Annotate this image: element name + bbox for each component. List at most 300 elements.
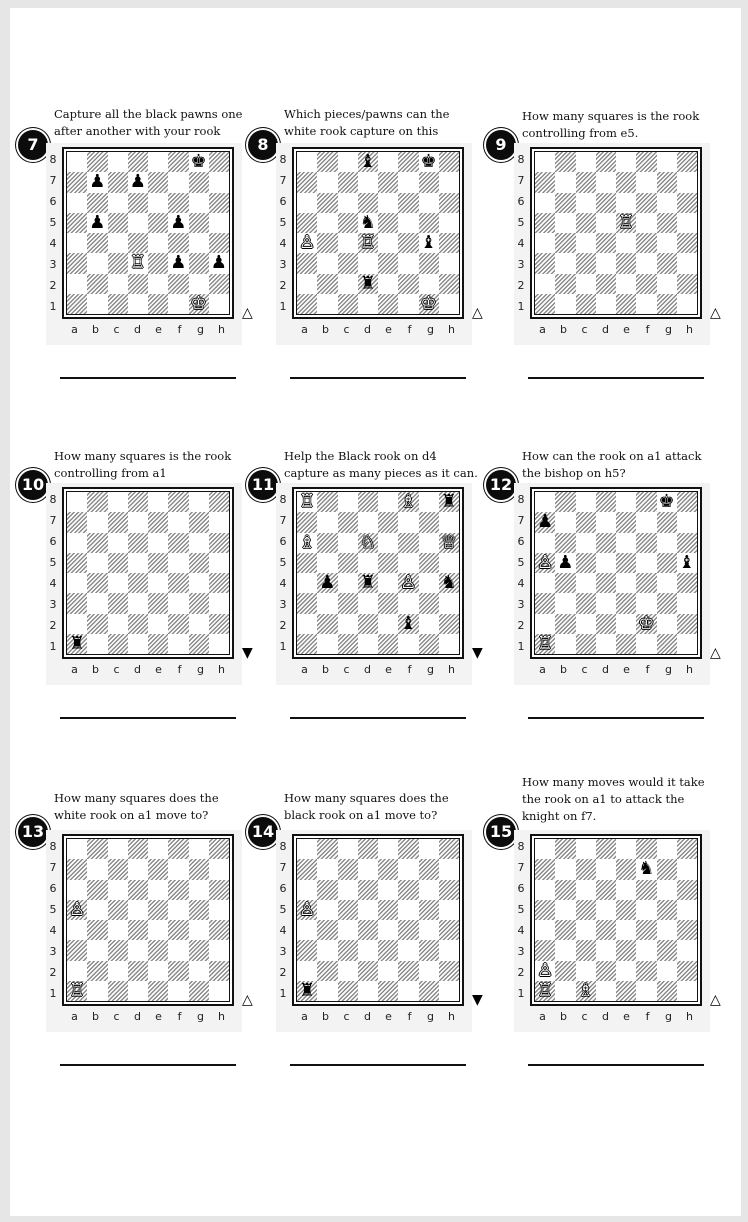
square-f1 bbox=[168, 634, 188, 654]
square-f2 bbox=[168, 274, 188, 294]
square-h1 bbox=[677, 981, 697, 1001]
square-h6 bbox=[677, 533, 697, 553]
black-rook-icon: ♜ bbox=[69, 632, 86, 654]
square-b3 bbox=[555, 940, 575, 960]
puzzle-question: Which pieces/pawns can the white rook capture on this bbox=[284, 107, 450, 138]
square-f2 bbox=[636, 614, 656, 634]
square-h6 bbox=[439, 193, 459, 213]
square-b3 bbox=[87, 253, 107, 273]
chess-diagram bbox=[46, 143, 242, 345]
square-g3 bbox=[189, 593, 209, 613]
square-b6 bbox=[87, 193, 107, 213]
rank-label: 7 bbox=[517, 514, 525, 527]
black-pawn-icon: ♟ bbox=[89, 171, 106, 193]
black-to-move-icon: ▼ bbox=[242, 645, 253, 661]
chessboard-grid bbox=[535, 839, 697, 1001]
square-a2 bbox=[67, 614, 87, 634]
black-knight-icon: ♞ bbox=[359, 211, 376, 233]
white-to-move-icon: △ bbox=[242, 305, 253, 321]
square-g3 bbox=[657, 253, 677, 273]
square-f1 bbox=[398, 981, 418, 1001]
square-h2 bbox=[677, 961, 697, 981]
square-h5 bbox=[439, 900, 459, 920]
black-pawn-icon: ♟ bbox=[537, 511, 554, 533]
square-c6 bbox=[576, 880, 596, 900]
file-label: f bbox=[177, 663, 182, 676]
white-rook-icon: ♖ bbox=[299, 491, 316, 513]
square-c1 bbox=[576, 981, 596, 1001]
file-label: h bbox=[686, 663, 693, 676]
square-d3 bbox=[358, 593, 378, 613]
square-f5 bbox=[636, 553, 656, 573]
white-bishop-icon: ♗ bbox=[299, 531, 316, 553]
black-king-icon: ♚ bbox=[420, 151, 437, 173]
square-h4 bbox=[209, 233, 229, 253]
square-d3 bbox=[358, 253, 378, 273]
square-c1 bbox=[108, 634, 128, 654]
square-h7 bbox=[439, 172, 459, 192]
square-e6 bbox=[148, 193, 168, 213]
square-f1 bbox=[168, 981, 188, 1001]
square-a5 bbox=[297, 213, 317, 233]
file-label: a bbox=[301, 663, 308, 676]
square-f3 bbox=[636, 253, 656, 273]
rank-label: 5 bbox=[517, 556, 525, 569]
square-a6 bbox=[535, 193, 555, 213]
square-h1 bbox=[209, 981, 229, 1001]
square-a8 bbox=[535, 152, 555, 172]
square-a5 bbox=[535, 900, 555, 920]
white-to-move-icon: △ bbox=[242, 992, 253, 1008]
rank-label: 5 bbox=[279, 556, 287, 569]
square-b4 bbox=[87, 573, 107, 593]
square-b7 bbox=[317, 512, 337, 532]
rank-label: 2 bbox=[517, 966, 525, 979]
rank-label: 1 bbox=[49, 640, 57, 653]
square-e2 bbox=[148, 614, 168, 634]
square-e8 bbox=[148, 839, 168, 859]
square-b6 bbox=[555, 880, 575, 900]
square-g3 bbox=[189, 940, 209, 960]
square-c6 bbox=[108, 533, 128, 553]
square-d7 bbox=[596, 512, 616, 532]
square-h4 bbox=[439, 233, 459, 253]
square-e1 bbox=[378, 634, 398, 654]
square-e5 bbox=[616, 553, 636, 573]
square-a2 bbox=[535, 961, 555, 981]
square-g5 bbox=[657, 553, 677, 573]
square-g1 bbox=[419, 981, 439, 1001]
square-d5 bbox=[128, 553, 148, 573]
square-e5 bbox=[148, 213, 168, 233]
square-f5 bbox=[398, 553, 418, 573]
square-d4 bbox=[596, 573, 616, 593]
square-c7 bbox=[338, 512, 358, 532]
square-b7 bbox=[87, 512, 107, 532]
rank-label: 4 bbox=[517, 924, 525, 937]
chessboard-grid bbox=[535, 492, 697, 654]
answer-line[interactable] bbox=[528, 1064, 704, 1066]
square-a3 bbox=[297, 253, 317, 273]
square-f3 bbox=[636, 593, 656, 613]
square-e2 bbox=[148, 961, 168, 981]
square-h8 bbox=[439, 492, 459, 512]
square-b2 bbox=[317, 961, 337, 981]
rank-labels bbox=[276, 489, 290, 657]
rank-label: 8 bbox=[49, 493, 57, 506]
square-b5 bbox=[87, 213, 107, 233]
square-b2 bbox=[317, 274, 337, 294]
square-h5 bbox=[677, 213, 697, 233]
square-a1 bbox=[535, 294, 555, 314]
square-c8 bbox=[338, 839, 358, 859]
square-d6 bbox=[128, 533, 148, 553]
square-c4 bbox=[338, 920, 358, 940]
square-c1 bbox=[338, 634, 358, 654]
square-e4 bbox=[148, 573, 168, 593]
square-f2 bbox=[168, 614, 188, 634]
square-g4 bbox=[419, 233, 439, 253]
square-b1 bbox=[87, 981, 107, 1001]
square-g6 bbox=[189, 880, 209, 900]
square-b1 bbox=[555, 981, 575, 1001]
square-e6 bbox=[148, 533, 168, 553]
white-king-icon: ♔ bbox=[190, 292, 207, 314]
square-b2 bbox=[317, 614, 337, 634]
file-label: a bbox=[301, 1010, 308, 1023]
black-to-move-icon: ▼ bbox=[472, 992, 483, 1008]
square-f1 bbox=[636, 981, 656, 1001]
square-d2 bbox=[128, 274, 148, 294]
square-d2 bbox=[596, 961, 616, 981]
square-a5 bbox=[535, 553, 555, 573]
file-label: c bbox=[581, 663, 588, 676]
square-a6 bbox=[535, 533, 555, 553]
square-c3 bbox=[338, 593, 358, 613]
square-f2 bbox=[398, 961, 418, 981]
square-g2 bbox=[189, 961, 209, 981]
square-d8 bbox=[358, 152, 378, 172]
square-a6 bbox=[297, 533, 317, 553]
file-label: e bbox=[623, 323, 630, 336]
square-c7 bbox=[108, 172, 128, 192]
square-d1 bbox=[358, 294, 378, 314]
square-g7 bbox=[189, 512, 209, 532]
answer-line[interactable] bbox=[528, 377, 704, 379]
answer-line[interactable] bbox=[290, 717, 466, 719]
square-b4 bbox=[555, 920, 575, 940]
square-g6 bbox=[657, 533, 677, 553]
chess-diagram bbox=[46, 483, 242, 685]
square-g5 bbox=[657, 900, 677, 920]
rank-label: 4 bbox=[49, 237, 57, 250]
square-g1 bbox=[189, 294, 209, 314]
square-g8 bbox=[189, 152, 209, 172]
square-d5 bbox=[358, 900, 378, 920]
square-b3 bbox=[317, 940, 337, 960]
square-a4 bbox=[535, 920, 555, 940]
rank-label: 5 bbox=[49, 556, 57, 569]
square-h8 bbox=[209, 152, 229, 172]
puzzle-question: Help the Black rook on d4 capture as many pieces as it can. bbox=[284, 449, 478, 480]
square-h7 bbox=[677, 512, 697, 532]
square-b1 bbox=[87, 634, 107, 654]
square-g7 bbox=[189, 859, 209, 879]
square-c5 bbox=[338, 900, 358, 920]
square-e6 bbox=[378, 880, 398, 900]
file-label: a bbox=[301, 323, 308, 336]
square-e3 bbox=[378, 593, 398, 613]
square-b6 bbox=[317, 533, 337, 553]
puzzle-question: Capture all the black pawns one after another with your rook bbox=[54, 107, 243, 138]
square-h8 bbox=[209, 839, 229, 859]
rank-label: 7 bbox=[49, 174, 57, 187]
square-g3 bbox=[419, 593, 439, 613]
black-king-icon: ♚ bbox=[658, 491, 675, 513]
black-pawn-icon: ♟ bbox=[170, 252, 187, 274]
square-d5 bbox=[358, 553, 378, 573]
answer-line[interactable] bbox=[290, 377, 466, 379]
file-label: d bbox=[602, 663, 609, 676]
square-d1 bbox=[596, 634, 616, 654]
square-c8 bbox=[576, 152, 596, 172]
square-c5 bbox=[576, 213, 596, 233]
square-a7 bbox=[535, 859, 555, 879]
square-h5 bbox=[439, 213, 459, 233]
chessboard-grid bbox=[297, 839, 459, 1001]
square-a3 bbox=[535, 593, 555, 613]
square-e6 bbox=[616, 880, 636, 900]
square-f5 bbox=[398, 213, 418, 233]
square-h8 bbox=[209, 492, 229, 512]
square-d3 bbox=[596, 253, 616, 273]
square-g4 bbox=[189, 573, 209, 593]
puzzle-number-badge: 13 bbox=[18, 817, 48, 847]
square-c5 bbox=[108, 553, 128, 573]
rank-label: 6 bbox=[49, 195, 57, 208]
square-a8 bbox=[67, 492, 87, 512]
square-e5 bbox=[148, 900, 168, 920]
file-label: e bbox=[155, 1010, 162, 1023]
square-a2 bbox=[297, 961, 317, 981]
square-e3 bbox=[616, 940, 636, 960]
square-e2 bbox=[148, 274, 168, 294]
square-d8 bbox=[596, 152, 616, 172]
file-label: d bbox=[134, 663, 141, 676]
square-h3 bbox=[677, 593, 697, 613]
square-b1 bbox=[555, 294, 575, 314]
square-b6 bbox=[87, 533, 107, 553]
black-bishop-icon: ♝ bbox=[359, 151, 376, 173]
square-e5 bbox=[378, 553, 398, 573]
file-label: e bbox=[623, 663, 630, 676]
square-h5 bbox=[677, 900, 697, 920]
square-a2 bbox=[67, 961, 87, 981]
square-d3 bbox=[358, 940, 378, 960]
square-g8 bbox=[419, 152, 439, 172]
rank-label: 5 bbox=[517, 903, 525, 916]
square-h5 bbox=[209, 553, 229, 573]
square-b1 bbox=[317, 981, 337, 1001]
puzzle-number-badge: 9 bbox=[486, 130, 516, 160]
square-f5 bbox=[398, 900, 418, 920]
square-b5 bbox=[317, 213, 337, 233]
rank-label: 3 bbox=[279, 598, 287, 611]
puzzle-question: How many squares does the black rook on a1 move to? bbox=[284, 791, 449, 822]
square-a2 bbox=[297, 274, 317, 294]
square-h8 bbox=[439, 152, 459, 172]
square-b3 bbox=[555, 253, 575, 273]
puzzle-number-badge: 11 bbox=[248, 470, 278, 500]
square-a4 bbox=[67, 920, 87, 940]
rank-label: 5 bbox=[517, 216, 525, 229]
square-e8 bbox=[148, 152, 168, 172]
answer-line[interactable] bbox=[60, 717, 236, 719]
square-b3 bbox=[87, 593, 107, 613]
white-rook-icon: ♖ bbox=[359, 232, 376, 254]
square-a3 bbox=[67, 593, 87, 613]
white-pawn-icon: ♙ bbox=[299, 898, 316, 920]
file-label: e bbox=[623, 1010, 630, 1023]
square-b3 bbox=[317, 593, 337, 613]
answer-line[interactable] bbox=[290, 1064, 466, 1066]
square-a7 bbox=[67, 512, 87, 532]
square-b7 bbox=[555, 859, 575, 879]
square-g8 bbox=[657, 492, 677, 512]
square-h3 bbox=[677, 253, 697, 273]
square-h2 bbox=[439, 961, 459, 981]
square-g5 bbox=[419, 553, 439, 573]
file-label: g bbox=[197, 323, 204, 336]
square-e6 bbox=[148, 880, 168, 900]
square-c1 bbox=[108, 294, 128, 314]
square-e1 bbox=[148, 294, 168, 314]
square-d6 bbox=[128, 193, 148, 213]
square-d3 bbox=[596, 593, 616, 613]
square-c6 bbox=[338, 533, 358, 553]
square-d4 bbox=[128, 233, 148, 253]
square-b4 bbox=[317, 573, 337, 593]
square-g1 bbox=[657, 981, 677, 1001]
square-f8 bbox=[636, 152, 656, 172]
puzzle-number-badge: 8 bbox=[248, 130, 278, 160]
square-b6 bbox=[317, 880, 337, 900]
square-c2 bbox=[576, 614, 596, 634]
square-d3 bbox=[128, 253, 148, 273]
square-b8 bbox=[555, 839, 575, 859]
square-d4 bbox=[128, 920, 148, 940]
square-c2 bbox=[338, 961, 358, 981]
square-d1 bbox=[596, 981, 616, 1001]
square-g8 bbox=[189, 492, 209, 512]
square-g1 bbox=[189, 634, 209, 654]
square-h1 bbox=[209, 634, 229, 654]
square-b5 bbox=[317, 553, 337, 573]
square-f7 bbox=[636, 512, 656, 532]
square-c8 bbox=[338, 152, 358, 172]
square-g8 bbox=[657, 152, 677, 172]
answer-line[interactable] bbox=[528, 717, 704, 719]
square-a6 bbox=[67, 193, 87, 213]
square-b1 bbox=[317, 294, 337, 314]
rank-label: 8 bbox=[49, 153, 57, 166]
square-e4 bbox=[378, 573, 398, 593]
square-e8 bbox=[378, 492, 398, 512]
file-label: d bbox=[602, 323, 609, 336]
square-b5 bbox=[555, 553, 575, 573]
square-f4 bbox=[398, 233, 418, 253]
square-a3 bbox=[297, 593, 317, 613]
square-a5 bbox=[67, 213, 87, 233]
square-c1 bbox=[576, 294, 596, 314]
square-h7 bbox=[209, 172, 229, 192]
square-g1 bbox=[189, 981, 209, 1001]
answer-line[interactable] bbox=[60, 377, 236, 379]
square-b7 bbox=[555, 512, 575, 532]
square-b4 bbox=[555, 573, 575, 593]
square-f2 bbox=[398, 614, 418, 634]
file-label: h bbox=[448, 1010, 455, 1023]
file-label: b bbox=[92, 663, 99, 676]
square-c2 bbox=[576, 274, 596, 294]
rank-label: 1 bbox=[279, 300, 287, 313]
square-e7 bbox=[616, 859, 636, 879]
square-c2 bbox=[108, 961, 128, 981]
square-f2 bbox=[168, 961, 188, 981]
square-a1 bbox=[67, 981, 87, 1001]
file-label: h bbox=[686, 1010, 693, 1023]
white-king-icon: ♔ bbox=[638, 612, 655, 634]
chessboard-grid bbox=[297, 152, 459, 314]
square-d6 bbox=[358, 880, 378, 900]
square-g3 bbox=[657, 940, 677, 960]
square-g1 bbox=[419, 634, 439, 654]
file-label: f bbox=[407, 323, 412, 336]
square-f8 bbox=[168, 839, 188, 859]
square-c1 bbox=[576, 634, 596, 654]
square-h6 bbox=[209, 533, 229, 553]
rank-labels bbox=[276, 149, 290, 317]
file-label: g bbox=[427, 663, 434, 676]
square-c4 bbox=[108, 233, 128, 253]
file-label: b bbox=[560, 1010, 567, 1023]
square-f4 bbox=[636, 573, 656, 593]
square-g7 bbox=[419, 512, 439, 532]
square-e1 bbox=[148, 634, 168, 654]
file-label: f bbox=[177, 323, 182, 336]
answer-line[interactable] bbox=[60, 1064, 236, 1066]
square-b8 bbox=[87, 152, 107, 172]
file-label: h bbox=[218, 323, 225, 336]
square-h5 bbox=[677, 553, 697, 573]
square-a4 bbox=[535, 233, 555, 253]
square-b4 bbox=[87, 920, 107, 940]
rank-label: 2 bbox=[517, 279, 525, 292]
square-g4 bbox=[419, 920, 439, 940]
square-f4 bbox=[398, 573, 418, 593]
square-b2 bbox=[555, 274, 575, 294]
square-c3 bbox=[576, 940, 596, 960]
square-h2 bbox=[677, 614, 697, 634]
file-label: b bbox=[92, 323, 99, 336]
rank-label: 4 bbox=[49, 577, 57, 590]
square-e3 bbox=[148, 940, 168, 960]
square-g6 bbox=[657, 880, 677, 900]
square-a8 bbox=[535, 492, 555, 512]
square-a4 bbox=[535, 573, 555, 593]
square-a6 bbox=[535, 880, 555, 900]
black-bishop-icon: ♝ bbox=[420, 232, 437, 254]
